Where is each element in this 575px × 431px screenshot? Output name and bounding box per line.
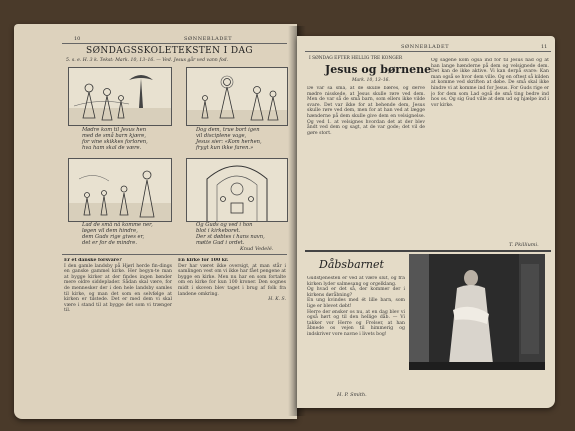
right-page-title: Jesus og børnene <box>325 63 432 76</box>
section-label: I SØNDAG EFTER HELLIG TRE KONGER <box>309 56 403 61</box>
left-page-subtitle: 5. s. e. H. 3 k. Tekst: Mark. 10, 13–16. — Ved. Jesus går ved vann fod. <box>66 58 229 63</box>
left-running-head: SØNNEBLADET <box>184 36 233 42</box>
left-page-title: SØNDAGSSKOLETEKSTEN I DAG <box>86 46 253 56</box>
caption-3: Lad de små nå komme ner, løgen vil dem hindre, dem Guds rige gives er, det er for de mindre. <box>82 222 153 246</box>
illustration-baptism-church <box>186 158 288 222</box>
article-column-right <box>178 258 286 408</box>
article-initials: H. K. S. <box>268 297 286 303</box>
left-page <box>14 24 297 419</box>
right-divider-rule <box>305 250 551 252</box>
right-page-number: 11 <box>541 44 548 50</box>
article-body: I den gamle landsby på Hjørl herde fin-dings en ganske gammel kirke. Her begyn-te man at bygge kirker at der findes ingen bønder mere oldre siddeplader. Sådan skal være, for de mennesker der i den hele landsby samles til kirke, og man det som en selvfølge at kirken er tilstede. Det er med dem vi skal være i stand til at bygge det som vi trænger til. <box>64 263 172 314</box>
illustration-jesus-teaching <box>186 67 288 126</box>
caption-1: Mødre kom til Jesus hen med de små barn kjære, for vine skikkes forloren, hva ham skal de være. <box>82 127 148 151</box>
baptism-photo <box>409 254 545 370</box>
right-header-rule <box>305 51 551 52</box>
article-heading: Er et danske forsvare? <box>64 258 122 263</box>
left-divider-rule <box>62 254 287 255</box>
poem-body: Gudstjenesten er ved at være slut, og fra kirken lyder salmesang og orgelklang. Og hvad er det så, der kommer der i kirkens døråbning? En ung kvindes med ét lille barn, som lige er blevet døbt! Herre der ønsker os nu, at en dag blev vi også hørt og til den hellige dåb. — Vi takker vor Herre og Frelser, at han åbnede os vejen til himmerig og indskriver vore navne i livets bog! <box>307 276 405 337</box>
left-signature: Knud Vedelé. <box>240 246 274 252</box>
body-signature: T. Pkilliumi. <box>509 242 539 248</box>
right-body-column-left: De var så små, at de skulle bæres, og derve mødre nisskede, at Jesus skulle røre ved dem. Men de var så de små barn, som ellers ikke vilde svare. Det var ikke for at behende dem, Jesus skulle røre ved dem, men for at han ved at lægge hænderne på dem skulle give dem en velsignelse. Og ved 1. at velsignes hvordan det at der blev åndt ved dem og sagt, at de var gode; det vil de gøre stort. <box>307 86 425 136</box>
caption-2: Dog dem, true bort igen vil disciplene vage, Jesus sier: «Kom herhen, frygt kun ikke faren.» <box>196 127 262 151</box>
article2-heading: En kirke for 100 kr. <box>178 258 229 263</box>
caption-4: Og Guds og ved i hon blot i kirkeboret. Der st døbtes i hans navn, møtte Gud i ordet. <box>196 222 265 246</box>
left-page-number: 10 <box>74 36 81 42</box>
scripture-reference: Mark. 10, 13–16. <box>352 78 390 83</box>
left-header-rule <box>62 43 287 44</box>
poem-title: Dåbsbarnet <box>319 258 384 271</box>
illustration-mothers-with-children <box>68 67 172 126</box>
right-page <box>297 36 555 408</box>
right-body-column-right: Og sagene kom også ind for til Jesus nåd og at han lange hænderne på dem og velsignede dem. Det kan de ikke aktive. Vi kan derpå svare: Kan man også se hvor dem ville. Og en oftest så kilden at komme ved skriften at døbe. De små skal ikke hindre vi at komme ind for Jesus. For Guds rige er jo for dem som Lad også de små ting bedre ind hos os. Og sig Gud ville at dem ud og hjælpe ind i vor kirke. <box>431 58 549 108</box>
illustration-children-coming <box>68 158 172 222</box>
poem-signature: H. P. Smith. <box>337 392 367 398</box>
article2-body: Der har været ikke oversigt, at man står i samlingen vest om vi ikke har fået pengene at bygge en kirke. Men nu har en som fortalte om en kirke for kun 100 kroner. Den sognes midt i skoven blev taget i brug af folk fra landene omkring. <box>178 263 286 297</box>
right-running-head: SØNNEBLADET <box>401 44 450 50</box>
article-column-left <box>64 258 172 408</box>
